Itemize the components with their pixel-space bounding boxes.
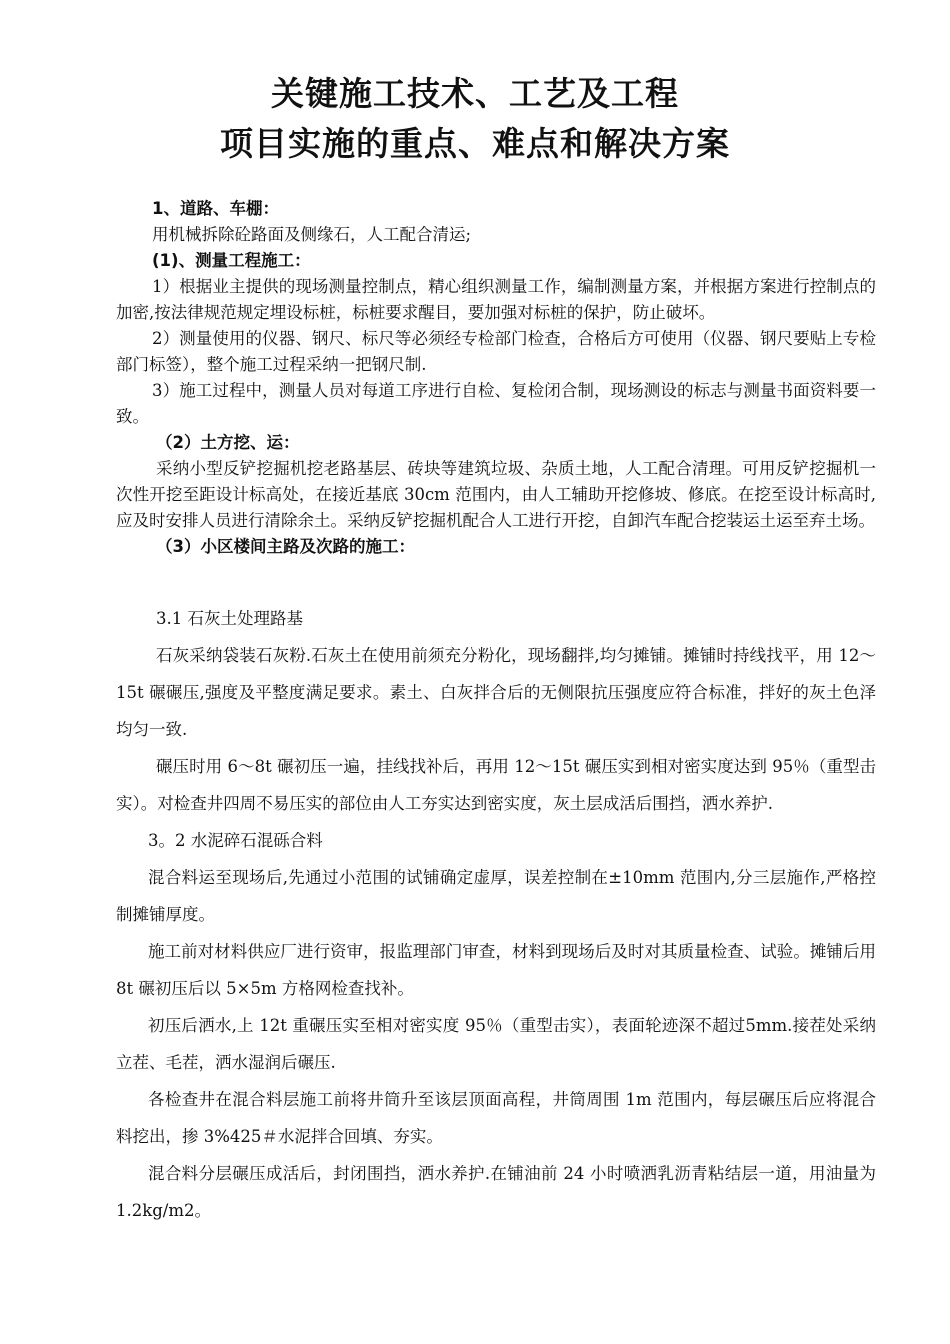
s31-paragraph-1: 石灰采纳袋装石灰粉.石灰土在使用前须充分粉化，现场翻拌,均匀摊铺。摊铺时持线找平，用 12～15t 碾碾压,强度及平整度满足要求。素土、白灰拌合后的无侧限抗压强度应符合标准，拌好的灰土色泽均匀一致. [116, 646, 876, 739]
s31-paragraph-2: 碾压时用 6～8t 碾初压一遍，挂线找补后，再用 12～15t 碾压实到相对密实度达到 95％（重型击实）。对检查井四周不易压实的部位由人工夯实达到密实度，灰土层成活后围挡，洒水养护. [116, 757, 876, 813]
s32-paragraph-4: 各检查井在混合料层施工前将井筒升至该层顶面高程，井筒周围 1m 范围内，每层碾压后应将混合料挖出，掺 3%425＃水泥拌合回填、夯实。 [116, 1090, 876, 1146]
subsection-2-heading: （2）土方挖、运： [156, 433, 300, 452]
section-1-heading: 1、道路、车棚： [152, 199, 279, 218]
section-3-body [116, 600, 876, 1229]
section-1-block [116, 196, 876, 560]
earthwork-paragraph: 采纳小型反铲挖掘机挖老路基层、砖块等建筑垃圾、杂质土地，人工配合清理。可用反铲挖掘机一次性开挖至距设计标高处，在接近基底 30cm 范围内，由人工辅助开挖修坡、修底。在挖至设计标高时,应及时安排人员进行清除余土。采纳反铲挖掘机配合人工进行开挖，自卸汽车配合挖装运土运至弃土场。 [116, 459, 876, 530]
subsection-1-heading: (1)、测量工程施工： [152, 251, 311, 270]
document-title-line1: 关键施工技术、工艺及工程 [271, 74, 679, 113]
section-1-intro: 用机械拆除砼路面及侧缘石，人工配合清运; [152, 225, 472, 244]
s32-paragraph-1: 混合料运至现场后,先通过小范围的试铺确定虚厚，误差控制在±10mm 范围内,分三层施作,严格控制摊铺厚度。 [116, 868, 876, 924]
subsection-3-heading: （3）小区楼间主路及次路的施工： [156, 537, 415, 556]
s32-heading: 3。2 水泥碎石混砾合料 [148, 831, 323, 850]
s32-paragraph-3: 初压后洒水,上 12t 重碾压实至相对密实度 95％（重型击实），表面轮迹深不超过5mm.接茬处采纳立茬、毛茬，洒水湿润后碾压. [116, 1016, 876, 1072]
document-title-line2: 项目实施的重点、难点和解决方案 [220, 124, 730, 163]
s32-paragraph-2: 施工前对材料供应厂进行资审，报监理部门审查，材料到现场后及时对其质量检查、试验。摊铺后用 8t 碾初压后以 5×5m 方格网检查找补。 [116, 942, 876, 998]
s31-heading: 3.1 石灰土处理路基 [156, 609, 303, 628]
s32-paragraph-5: 混合料分层碾压成活后，封闭围挡，洒水养护.在铺油前 24 小时喷洒乳沥青粘结层一道，用油量为 1.2kg/m2。 [116, 1164, 876, 1220]
survey-item-3: 3）施工过程中，测量人员对每道工序进行自检、复检闭合制，现场测设的标志与测量书面资料要一致。 [116, 381, 876, 426]
survey-item-2: 2）测量使用的仪器、钢尺、标尺等必须经专检部门检查，合格后方可使用（仪器、钢尺要贴上专检部门标签），整个施工过程采纳一把钢尺制. [116, 329, 876, 374]
survey-item-1: 1）根据业主提供的现场测量控制点，精心组织测量工作，编制测量方案，并根据方案进行控制点的加密,按法律规范规定埋设标桩，标桩要求醒目，要加强对标桩的保护，防止破坏。 [116, 277, 876, 322]
